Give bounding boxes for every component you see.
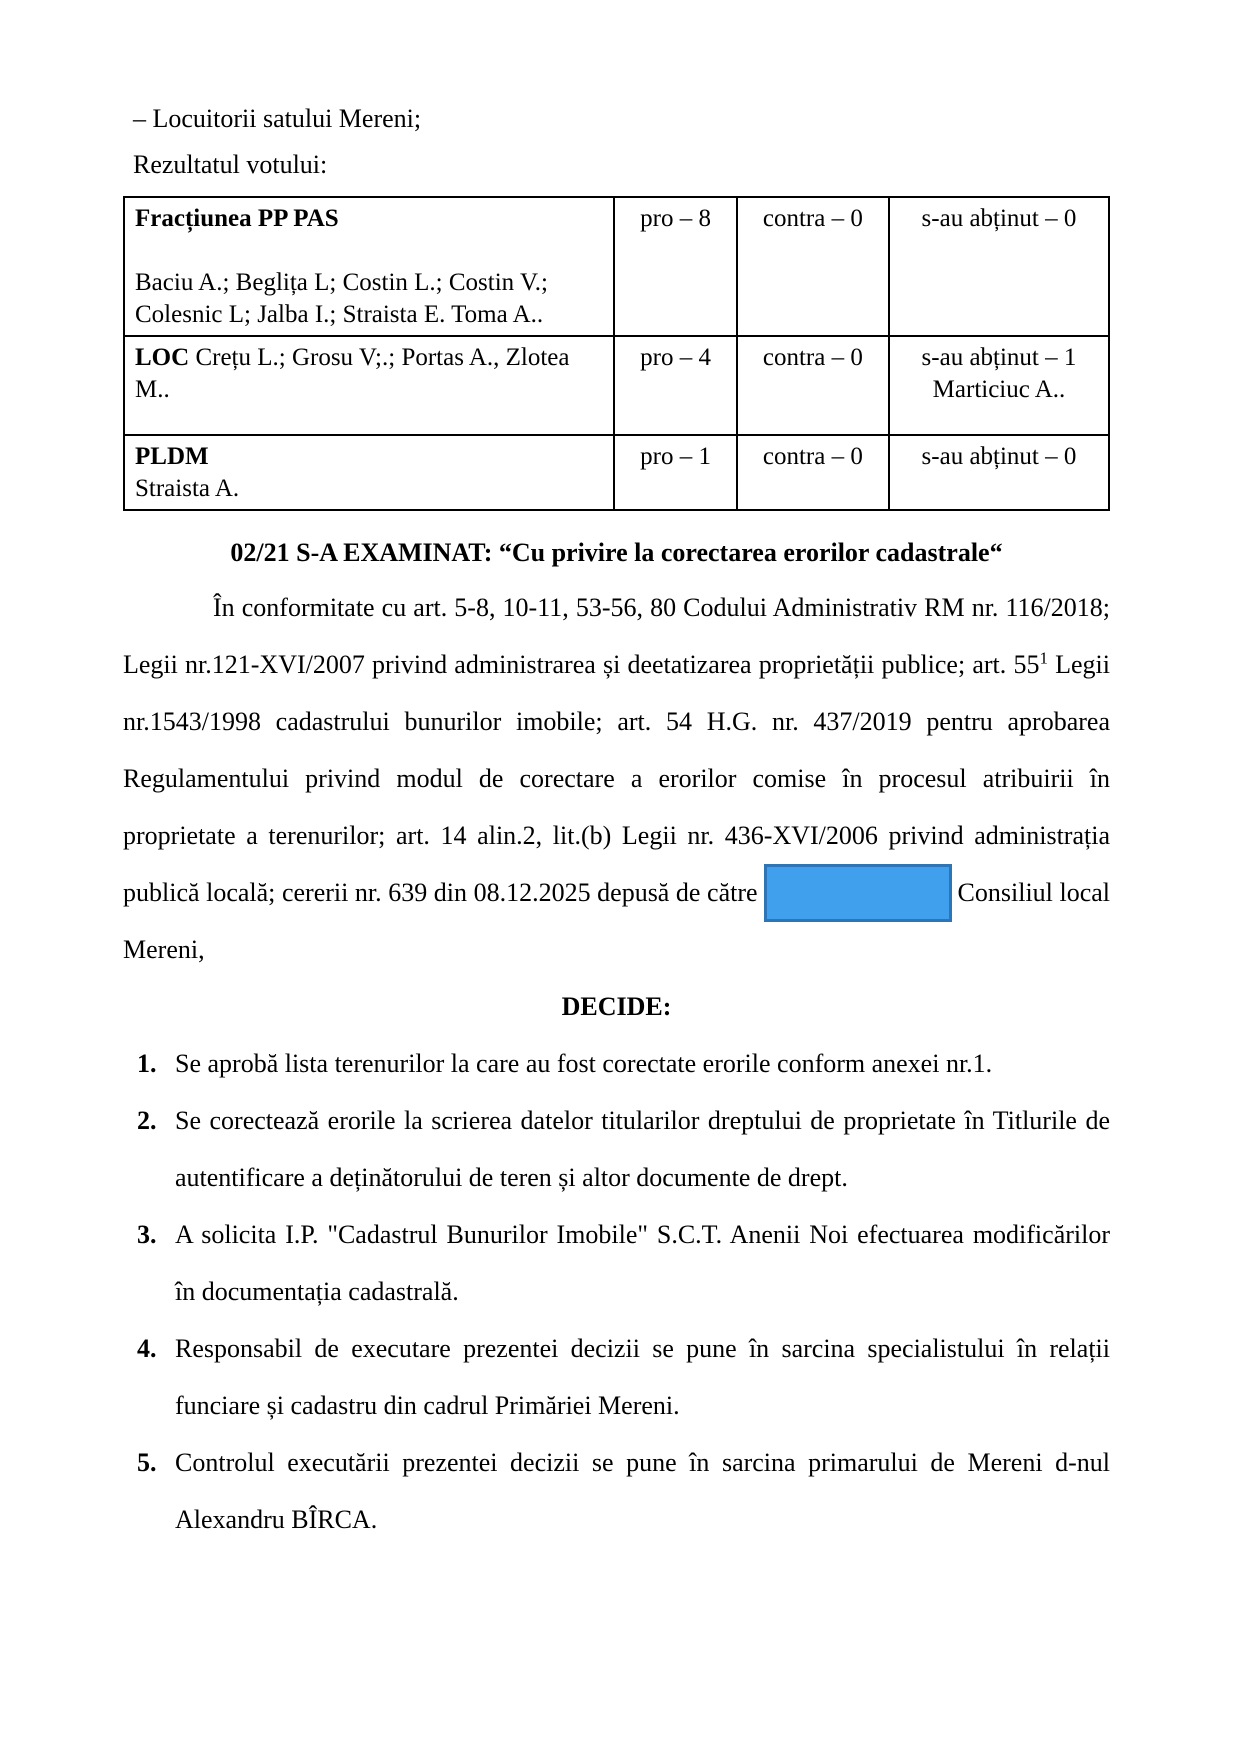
abstained-count: s-au abținut – 1 bbox=[921, 344, 1077, 371]
item-number: 5. bbox=[137, 1448, 157, 1477]
contra-cell: contra – 0 bbox=[737, 336, 889, 435]
decide-item-1 bbox=[123, 1035, 1110, 1092]
table-row-pldm bbox=[124, 435, 1109, 510]
faction-cell bbox=[124, 336, 614, 435]
item-text: Responsabil de executare prezentei decizii se pune în sarcina specialistului în relații funciare și cadastru din cadrul Primăriei Mereni. bbox=[175, 1334, 1110, 1420]
decide-item-3 bbox=[123, 1206, 1110, 1320]
abstained-name: Marticiuc A.. bbox=[932, 376, 1066, 403]
faction-members-line: Crețu L.; Grosu V;.; Portas A., Zlotea M.. bbox=[135, 344, 570, 403]
pro-cell: pro – 4 bbox=[614, 336, 736, 435]
legal-text-part3: Consiliul local Mereni, bbox=[123, 878, 1111, 964]
pro-cell: pro – 8 bbox=[614, 197, 736, 336]
item-text: Se aprobă lista terenurilor la care au fost corectate erorile conform anexei nr.1. bbox=[175, 1049, 993, 1078]
abstained-cell bbox=[889, 336, 1109, 435]
abstained-cell: s-au abținut – 0 bbox=[889, 197, 1109, 336]
faction-name: LOC bbox=[135, 344, 190, 371]
faction-cell bbox=[124, 197, 614, 336]
vote-result-label: Rezultatul votului: bbox=[133, 150, 328, 179]
item-text: Controlul executării prezentei decizii se pune în sarcina primarului de Mereni d-nul Alexandru BÎRCA. bbox=[175, 1448, 1110, 1534]
faction-cell bbox=[124, 435, 614, 510]
faction-members-line: Straista A. bbox=[135, 475, 240, 502]
spacer bbox=[135, 235, 603, 267]
item-number: 2. bbox=[137, 1106, 157, 1135]
item-text: Se corectează erorile la scrierea datelor titularilor dreptului de proprietate în Titlurile de autentificare a deținătorului de teren și altor documente de drept. bbox=[175, 1106, 1110, 1192]
item-text: A solicita I.P. "Cadastrul Bunurilor Imobile" S.C.T. Anenii Noi efectuarea modificărilor în documentația cadastrală. bbox=[175, 1220, 1110, 1306]
contra-cell: contra – 0 bbox=[737, 197, 889, 336]
item-number: 1. bbox=[137, 1049, 157, 1078]
superscript-1: 1 bbox=[1039, 648, 1048, 668]
table-row-pp-pas bbox=[124, 197, 1109, 336]
decide-item-5 bbox=[123, 1434, 1110, 1548]
redaction-box bbox=[764, 864, 952, 922]
intro-line: – Locuitorii satului Mereni; bbox=[133, 104, 422, 133]
decide-heading: DECIDE: bbox=[561, 992, 672, 1021]
faction-name: Fracțiunea PP PAS bbox=[135, 205, 339, 232]
decide-item-4 bbox=[123, 1320, 1110, 1434]
examined-heading: 02/21 S-A EXAMINAT: “Cu privire la corectarea erorilor cadastrale“ bbox=[230, 538, 1003, 567]
vote-results-table bbox=[123, 196, 1110, 511]
legal-text-part1: În conformitate cu art. 5-8, 10-11, 53-56, 80 Codului Administrativ RM nr. 116/2018; Legii nr.121-XVI/2007 privind administrarea și deetatizarea proprietății publice; art. 55 bbox=[123, 593, 1110, 679]
pro-cell: pro – 1 bbox=[614, 435, 736, 510]
table-row-loc bbox=[124, 336, 1109, 435]
faction-members-line: Baciu A.; Beglița L; Costin L.; Costin V.; bbox=[135, 269, 548, 296]
item-number: 3. bbox=[137, 1220, 157, 1249]
item-number: 4. bbox=[137, 1334, 157, 1363]
contra-cell: contra – 0 bbox=[737, 435, 889, 510]
decide-item-2 bbox=[123, 1092, 1110, 1206]
legal-paragraph bbox=[123, 579, 1110, 978]
faction-members-line: Colesnic L; Jalba I.; Straista E. Toma A.. bbox=[135, 301, 544, 328]
legal-text-part2: Legii nr.1543/1998 cadastrului bunurilor imobile; art. 54 H.G. nr. 437/2019 pentru aprobarea Regulamentului privind modul de corectare a erorilor comise în procesul atribuirii în proprietate a terenurilor; art. 14 alin.2, lit.(b) Legii nr. 436-XVI/2006 privind administrația publică locală; cererii nr. 639 din 08.12.2025 depusă de către bbox=[123, 650, 1110, 907]
abstained-cell: s-au abținut – 0 bbox=[889, 435, 1109, 510]
faction-name: PLDM bbox=[135, 443, 209, 470]
decide-list bbox=[123, 1035, 1110, 1548]
